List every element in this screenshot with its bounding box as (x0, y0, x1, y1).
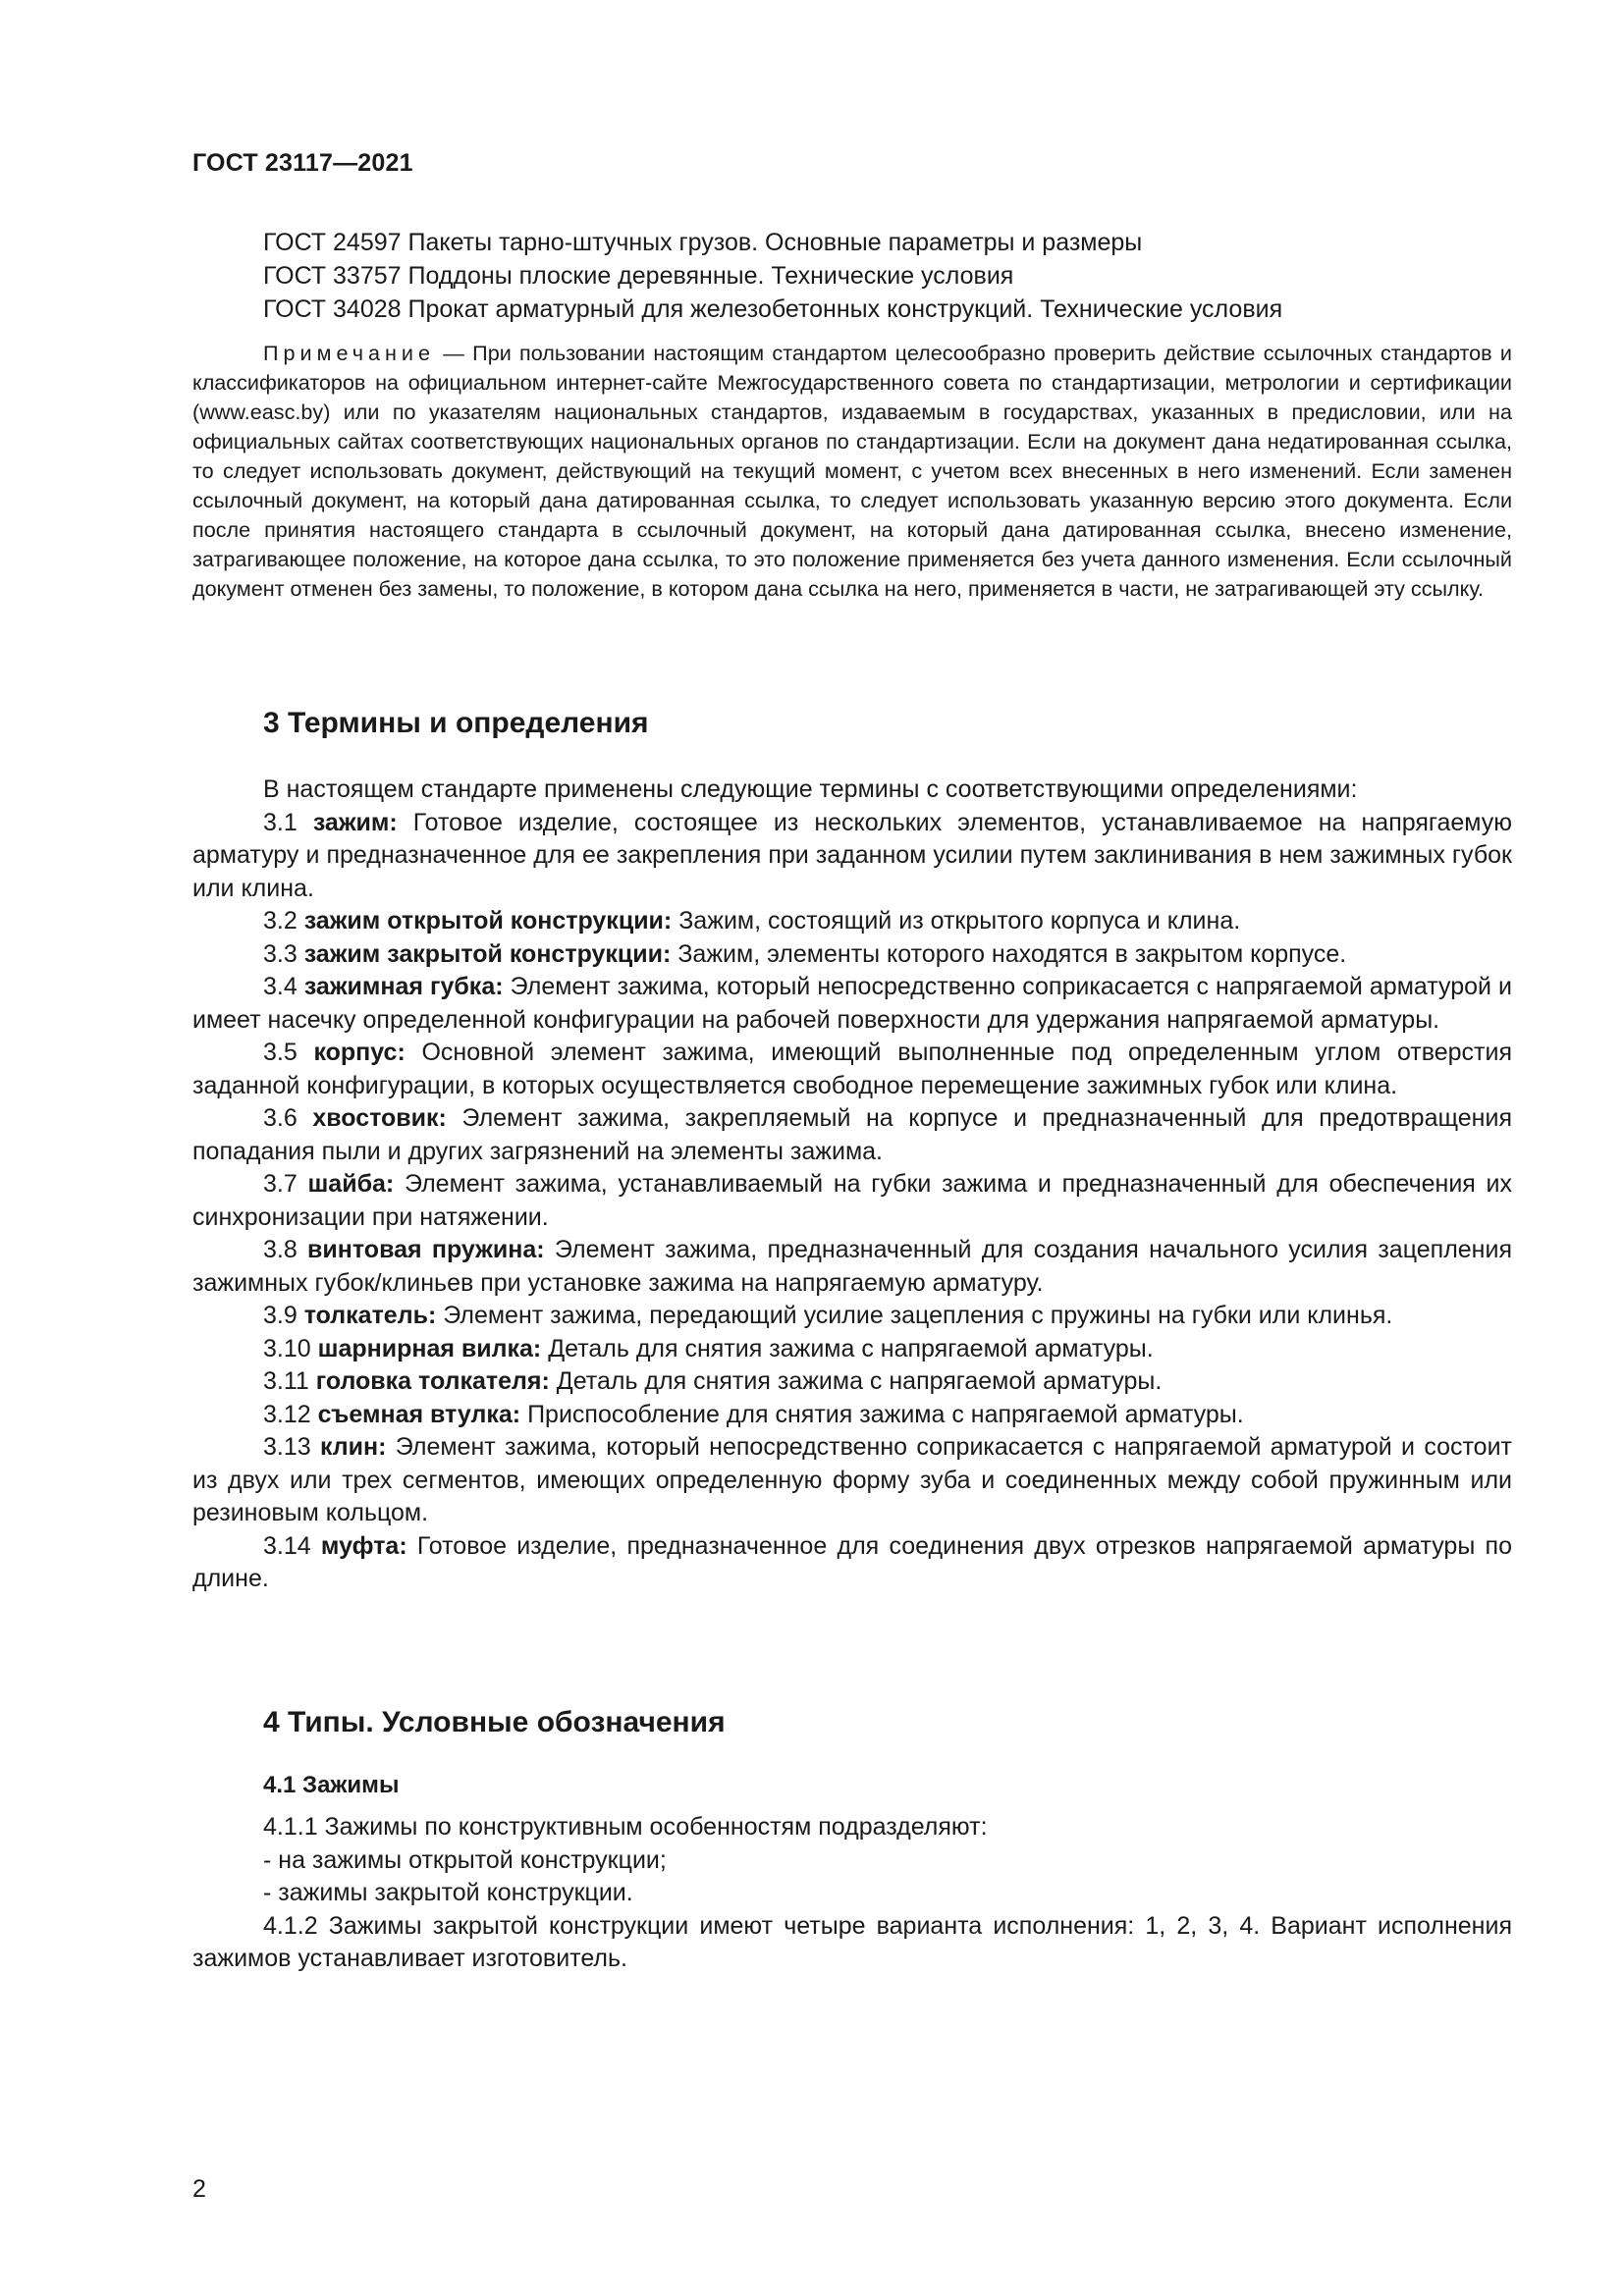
reference-item: ГОСТ 34028 Прокат арматурный для железобетонных конструкций. Технические условия (263, 295, 1283, 323)
term-definition: Элемент зажима, закрепляемый на корпусе и предназначенный для предотвращения попадания пыли и других загрязнений на элементы зажима. (192, 1104, 1512, 1165)
term-definition: Элемент зажима, который непосредственно соприкасается с напрягаемой арматурой и состоит из двух или трех сегментов, имеющих определенную форму зуба и соединенных между собой пружинным или резиновым кольцом. (192, 1433, 1512, 1526)
term-entry (192, 1300, 1512, 1333)
term-number: 3.7 (263, 1170, 308, 1198)
term-name: шайба: (307, 1170, 395, 1198)
term-definition: Основной элемент зажима, имеющий выполненные под определенным углом отверстия заданной конфигурации, в которых осуществляется свободное перемещение зажимных губок или клина. (192, 1039, 1513, 1099)
term-name: съемная втулка: (317, 1400, 521, 1428)
term-number: 3.6 (263, 1104, 313, 1132)
term-entry (192, 1530, 1512, 1596)
term-entry (192, 1365, 1512, 1399)
term-number: 3.9 (263, 1302, 304, 1329)
term-number: 3.5 (263, 1039, 314, 1066)
term-number: 3.14 (263, 1531, 321, 1560)
note-label: Примечание (263, 341, 435, 365)
term-definition: Деталь для снятия зажима с напрягаемой арматуры. (541, 1334, 1154, 1362)
term-entry (192, 905, 1512, 938)
term-name: головка толкателя: (315, 1367, 550, 1395)
term-entry (192, 1234, 1512, 1300)
section-3-intro: В настоящем стандарте применены следующие термины с соответствующими определениями: (263, 775, 1358, 803)
term-name: клин: (319, 1433, 387, 1461)
term-number: 3.3 (263, 939, 304, 968)
term-number: 3.8 (263, 1236, 308, 1263)
term-name: винтовая пружина: (307, 1236, 545, 1263)
section-3-title: 3 Термины и определения (263, 707, 649, 739)
term-number: 3.2 (263, 907, 304, 934)
section-4-1-title: 4.1 Зажимы (263, 1772, 400, 1798)
term-number: 3.11 (263, 1367, 316, 1395)
term-name: шарнирная вилка: (317, 1334, 542, 1362)
term-entry (192, 1037, 1512, 1102)
term-definition: Зажим, элементы которого находятся в закрытом корпусе. (671, 939, 1347, 968)
section-4-title: 4 Типы. Условные обозначения (263, 1706, 726, 1738)
list-item: - на зажимы открытой конструкции; (263, 1845, 667, 1874)
term-entry (192, 938, 1512, 972)
document-header: ГОСТ 23117—2021 (192, 149, 413, 177)
term-definition: Элемент зажима, предназначенный для создания начального усилия зацепления зажимных губок/клиньев при установке зажима на напрягаемую арматуру. (192, 1236, 1512, 1297)
term-entry (192, 971, 1512, 1037)
term-number: 3.12 (263, 1400, 318, 1428)
term-entry (192, 807, 1512, 906)
term-entry (192, 1431, 1512, 1530)
references-list (192, 226, 1512, 326)
term-entry (192, 1333, 1512, 1366)
term-number: 3.13 (263, 1433, 320, 1461)
term-name: зажим открытой конструкции: (303, 907, 673, 934)
term-definition: Элемент зажима, устанавливаемый на губки зажима и предназначенный для обеспечения их синхронизации при натяжении. (192, 1170, 1513, 1231)
reference-item: ГОСТ 24597 Пакеты тарно-штучных грузов. Основные параметры и размеры (263, 229, 1143, 256)
term-definition: Деталь для снятия зажима с напрягаемой арматуры. (549, 1367, 1163, 1395)
term-definition: Приспособление для снятия зажима с напрягаемой арматуры. (520, 1400, 1244, 1428)
section-3-body (192, 774, 1512, 1596)
list-item: - зажимы закрытой конструкции. (263, 1879, 633, 1906)
note-text: — При пользовании настоящим стандартом целесообразно проверить действие ссылочных стандартов и классификаторов на официальном интернет-сайте Межгосударственного совета по стандартизации, метрологии и сертификации (www.easc.by) или по указателям национальных стандартов, издаваемым в государствах, указанных в предисловии, или на официальных сайтах соответствующих национальных органов по стандартизации. Если на документ дана недатированная ссылка, то следует использовать документ, действующий на текущий момент, с учетом всех внесенных в него изменений. Если заменен ссылочный документ, на который дана датированная ссылка, то следует использовать указанную версию этого документа. Если после принятия настоящего стандарта в ссылочный документ, на который дана датированная ссылка, внесено изменение, затрагивающее положение, на которое дана ссылка, то это положение применяется без учета данного изменения. Если ссылочный документ отменен без замены, то положение, в котором дана ссылка на него, применяется в части, не затрагивающей эту ссылку. (192, 341, 1512, 601)
page-number: 2 (192, 2175, 206, 2203)
term-number: 3.10 (263, 1334, 318, 1362)
term-name: корпус: (313, 1039, 406, 1066)
note-block (192, 339, 1512, 604)
term-name: хвостовик: (312, 1104, 447, 1132)
term-name: зажимная губка: (303, 973, 504, 1000)
term-entry (192, 1102, 1512, 1168)
paragraph: 4.1.1 Зажимы по конструктивным особенностям подразделяют: (263, 1813, 988, 1841)
term-entry (192, 1168, 1512, 1234)
term-definition: Готовое изделие, предназначенное для соединения двух отрезков напрягаемой арматуры по длине. (192, 1531, 1512, 1592)
term-entry (192, 1399, 1512, 1432)
term-definition: Зажим, состоящий из открытого корпуса и клина. (672, 907, 1241, 934)
term-name: муфта: (320, 1531, 407, 1560)
term-number: 3.4 (263, 973, 304, 1000)
term-number: 3.1 (263, 808, 313, 836)
term-definition: Элемент зажима, который непосредственно соприкасается с напрягаемой арматурой и имеет насечку определенной конфигурации на рабочей поверхности для удержания напрягаемой арматуры. (192, 973, 1512, 1034)
reference-item: ГОСТ 33757 Поддоны плоские деревянные. Технические условия (263, 262, 1014, 290)
note-paragraph (192, 339, 1512, 604)
paragraph: 4.1.2 Зажимы закрытой конструкции имеют четыре варианта исполнения: 1, 2, 3, 4. Вариант исполнения зажимов устанавливает изготовитель. (192, 1911, 1512, 1972)
term-definition: Готовое изделие, состоящее из нескольких элементов, устанавливаемое на напрягаемую арматуру и предназначенное для ее закрепления при заданном усилии путем заклинивания в нем зажимных губок или клина. (192, 808, 1512, 902)
term-name: зажим закрытой конструкции: (303, 939, 672, 968)
term-definition: Элемент зажима, передающий усилие зацепления с пружины на губки или клинья. (436, 1302, 1393, 1329)
term-name: толкатель: (303, 1302, 437, 1329)
section-4-body (192, 1811, 1512, 1976)
term-name: зажим: (312, 808, 398, 836)
